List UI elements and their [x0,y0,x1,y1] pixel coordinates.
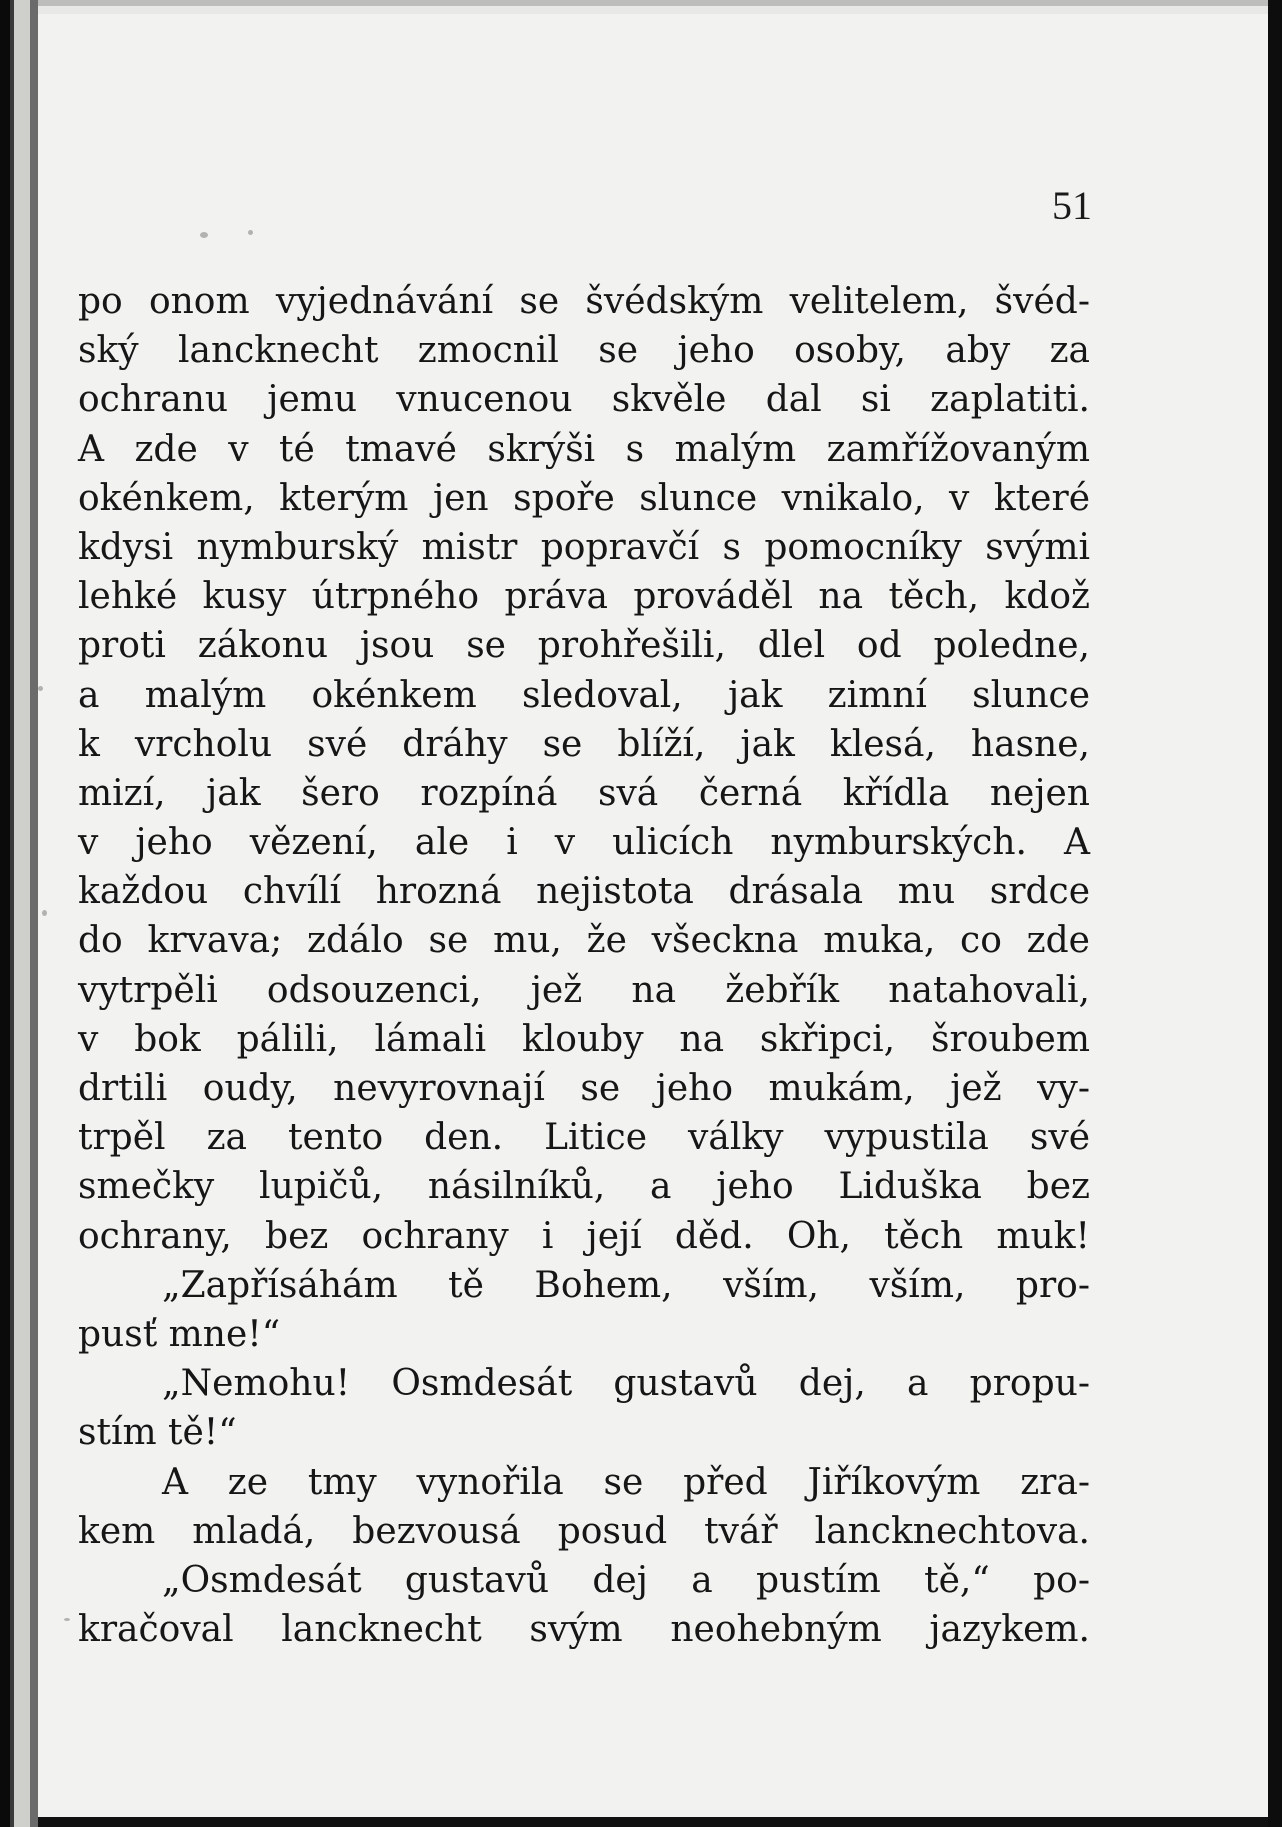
ink-speck [248,230,253,235]
text-line: okénkem, kterým jen spoře slunce vnikalo, v které [78,477,1090,519]
text-line: k vrcholu své dráhy se blíží, jak klesá, hasne, [78,723,1090,765]
page-number: 51 [1052,183,1092,228]
text-line: pusť mne!“ [78,1313,281,1355]
text-line: do krvava; zdálo se mu, že všeckna muka, co zde [78,920,1090,962]
text-line: lehké kusy útrpného práva prováděl na těch, kdož [78,576,1090,618]
ink-speck [38,686,43,691]
scan-top-border [38,0,1268,14]
text-line: „Nemohu! Osmdesát gustavů dej, a propu- [162,1363,1090,1405]
text-line: proti zákonu jsou se prohřešili, dlel od poledne, [78,625,1090,667]
text-line: v jeho vězení, ale i v ulicích nymburských. A [78,822,1090,864]
text-line: kem mladá, bezvousá posud tvář lancknechtova. [78,1510,1090,1552]
text-line: smečky lupičů, násilníků, a jeho Liduška bez [78,1166,1090,1208]
text-line: po onom vyjednávání se švédským velitelem, švéd- [78,281,1090,322]
text-line: v bok pálili, lámali klouby na skřipci, šroubem [78,1018,1090,1060]
text-line: mizí, jak šero rozpíná svá černá křídla nejen [78,772,1090,814]
text-line: kračoval lancknecht svým neohebným jazykem. [78,1609,1090,1651]
ink-speck [42,910,47,916]
text-line: trpěl za tento den. Litice války vypustila své [78,1117,1090,1159]
text-line: ochrany, bez ochrany i její děd. Oh, těch muk! [78,1215,1090,1257]
text-line: a malým okénkem sledoval, jak zimní slunce [78,674,1090,716]
ink-speck [200,232,208,238]
text-line: A zde v té tmavé skrýši s malým zamřížovaným [78,428,1090,470]
text-line: drtili oudy, nevyrovnají se jeho mukám, jež vy- [78,1068,1090,1109]
scan-right-border [1268,0,1282,1827]
ink-speck [64,1618,70,1621]
text-line: každou chvílí hrozná nejistota drásala mu srdce [78,871,1090,913]
text-line: vytrpěli odsouzenci, jež na žebřík natahovali, [78,969,1090,1011]
text-line: ský lancknecht zmocnil se jeho osoby, aby za [78,330,1090,372]
text-line: „Osmdesát gustavů dej a pustím tě,“ po- [162,1559,1090,1601]
text-line: kdysi nymburský mistr popravčí s pomocníky svými [78,526,1090,568]
scan-left-border [0,0,38,1827]
text-line: „Zapřísáhám tě Bohem, vším, vším, pro- [162,1264,1090,1306]
text-line: stím tě!“ [78,1412,237,1454]
body-text [78,277,1090,1654]
text-line: ochranu jemu vnucenou skvěle dal si zaplatiti. [78,379,1090,421]
text-line: A ze tmy vynořila se před Jiříkovým zra- [162,1461,1090,1503]
